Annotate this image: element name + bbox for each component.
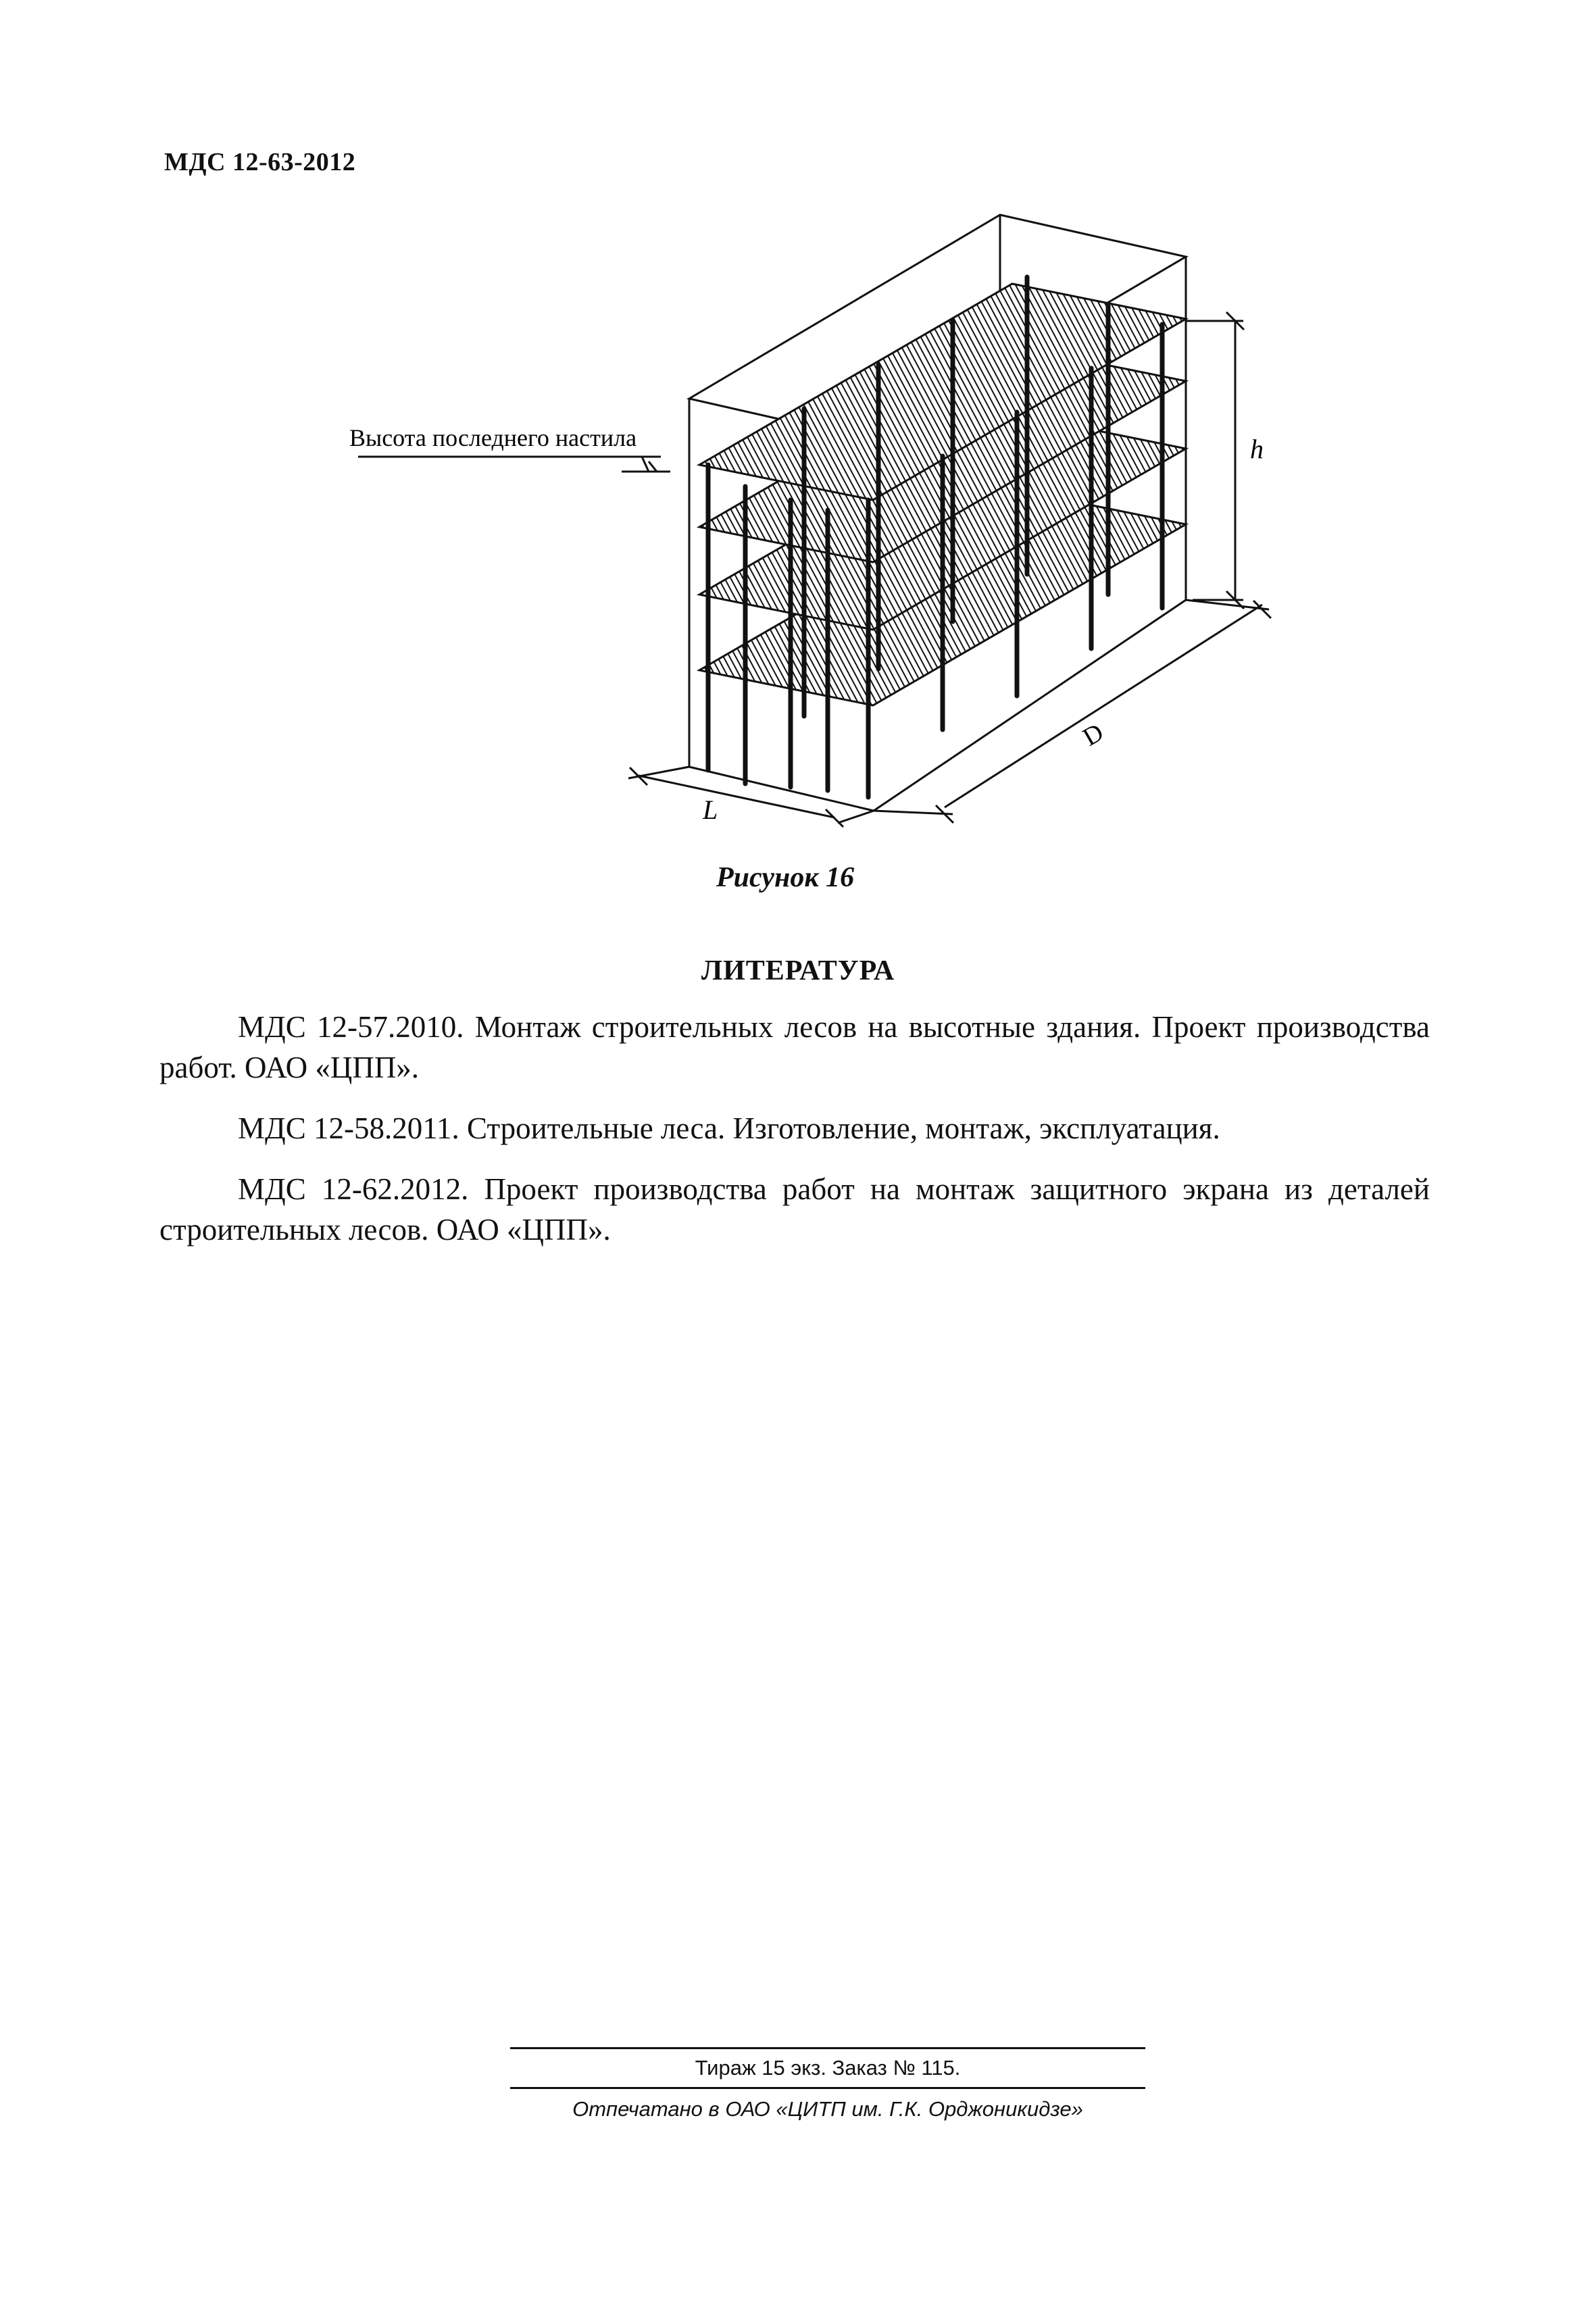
scaffolding-isometric-drawing xyxy=(338,196,1297,838)
literature-heading: ЛИТЕРАТУРА xyxy=(701,955,895,986)
last-deck-height-leader xyxy=(358,457,670,472)
figure-caption: Рисунок 16 xyxy=(716,862,855,893)
reference-item: МДС 12-58.2011. Строительные леса. Изготовление, монтаж, эксплуатация. xyxy=(238,1111,1220,1145)
reference-item: МДС 12-57.2010. Монтаж строительных лесов на высотные здания. Проект производства работ. ОАО «ЦПП». xyxy=(159,1010,1430,1084)
height-label: h xyxy=(1250,434,1264,464)
document-code: МДС 12-63-2012 xyxy=(164,148,356,176)
length-label: L xyxy=(703,795,718,825)
literature-list xyxy=(159,1007,1430,1270)
depth-label: D xyxy=(1078,718,1109,752)
last-deck-height-label: Высота последнего настила xyxy=(349,424,637,451)
printer-text: Отпечатано в ОАО «ЦИТП им. Г.К. Орджоникидзе» xyxy=(572,2097,1083,2121)
scaffolding-figure xyxy=(338,196,1297,838)
height-dimension xyxy=(1186,312,1244,609)
length-dimension xyxy=(628,767,874,827)
imprint-block xyxy=(510,2047,1145,2121)
print-run-text: Тираж 15 экз. Заказ № 115. xyxy=(695,2056,961,2080)
reference-item: МДС 12-62.2012. Проект производства работ на монтаж защитного экрана из деталей строительных лесов. ОАО «ЦПП». xyxy=(159,1172,1430,1247)
